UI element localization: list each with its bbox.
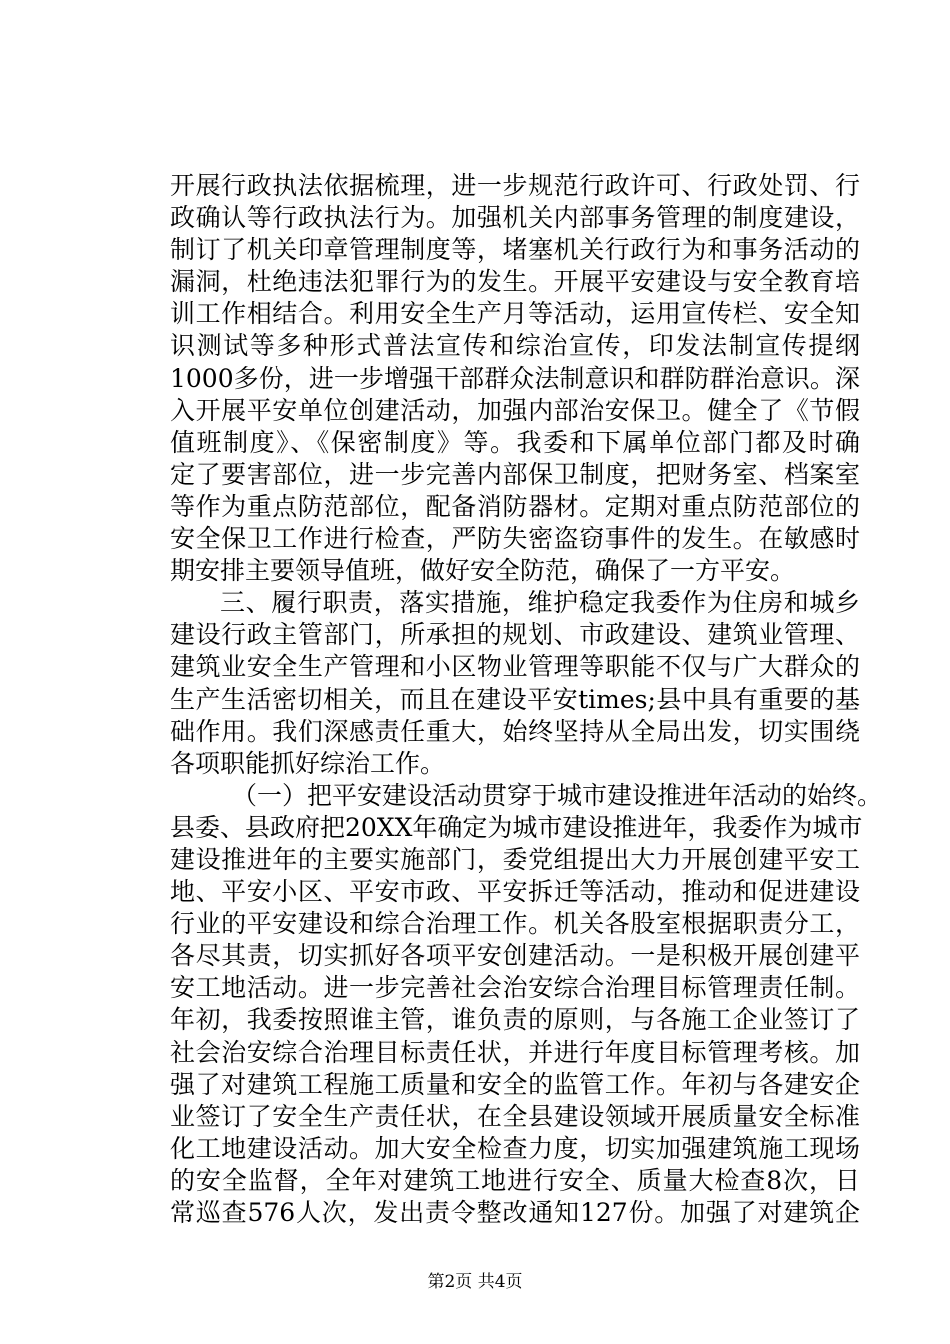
- text-line: 行业的平安建设和综合治理工作。机关各股室根据职责分工，: [170, 909, 860, 939]
- text-line: 常巡查576人次，发出责令整改通知127份。加强了对建筑企: [170, 1198, 860, 1227]
- section-heading-line: 三、履行职责，落实措施，维护稳定我委作为住房和城乡: [220, 588, 860, 618]
- subsection-heading-line: （一）把平安建设活动贯穿于城市建设推进年活动的始终。: [232, 780, 883, 810]
- text-line: 各项职能抓好综治工作。: [170, 748, 446, 778]
- text-line: 业签订了安全生产责任状，在全县建设领域开展质量安全标准: [170, 1101, 860, 1131]
- text-line: 地、平安小区、平安市政、平安拆迁等活动，推动和促进建设: [170, 877, 860, 907]
- text-line: 建设行政主管部门，所承担的规划、市政建设、建筑业管理、: [170, 620, 860, 650]
- text-line: 漏洞，杜绝违法犯罪行为的发生。开展平安建设与安全教育培: [170, 267, 860, 297]
- text-line: 政确认等行政执法行为。加强机关内部事务管理的制度建设，: [170, 203, 860, 233]
- text-line: 制订了机关印章管理制度等，堵塞机关行政行为和事务活动的: [170, 235, 860, 265]
- text-line: 训工作相结合。利用安全生产月等活动，运用宣传栏、安全知: [170, 299, 860, 329]
- text-line: 社会治安综合治理目标责任状，并进行年度目标管理考核。加: [170, 1037, 860, 1067]
- text-line: 入开展平安单位创建活动，加强内部治安保卫。健全了《节假: [170, 395, 860, 425]
- text-line: 建筑业安全生产管理和小区物业管理等职能不仅与广大群众的: [170, 652, 860, 682]
- text-line: 各尽其责，切实抓好各项平安创建活动。一是积极开展创建平: [170, 941, 860, 971]
- text-line: 强了对建筑工程施工质量和安全的监管工作。年初与各建安企: [170, 1069, 860, 1099]
- text-line: 础作用。我们深感责任重大，始终坚持从全局出发，切实围绕: [170, 716, 860, 746]
- text-line: 期安排主要领导值班，做好安全防范，确保了一方平安。: [170, 556, 796, 586]
- text-line: 值班制度》、《保密制度》等。我委和下属单位部门都及时确: [170, 427, 860, 457]
- text-line: 年初，我委按照谁主管，谁负责的原则，与各施工企业签订了: [170, 1005, 860, 1035]
- text-line: 开展行政执法依据梳理，进一步规范行政许可、行政处罚、行: [170, 171, 860, 200]
- text-line: 的安全监督，全年对建筑工地进行安全、质量大检查8次，日: [170, 1165, 860, 1195]
- text-line: 生产生活密切相关，而且在建设平安times;县中具有重要的基: [170, 684, 860, 714]
- text-line: 县委、县政府把20XX年确定为城市建设推进年，我委作为城市: [170, 812, 863, 842]
- page-number-footer: 第2页 共4页: [427, 1272, 523, 1292]
- text-line: 1000多份，进一步增强干部群众法制意识和群防群治意识。深: [170, 363, 860, 393]
- text-line: 定了要害部位，进一步完善内部保卫制度，把财务室、档案室: [170, 459, 860, 489]
- text-line: 识测试等多种形式普法宣传和综治宣传，印发法制宣传提纲: [170, 331, 860, 361]
- body-text: [170, 170, 883, 1229]
- text-line: 等作为重点防范部位，配备消防器材。定期对重点防范部位的: [170, 491, 860, 521]
- text-line: 化工地建设活动。加大安全检查力度，切实加强建筑施工现场: [170, 1133, 860, 1163]
- text-line: 建设推进年的主要实施部门，委党组提出大力开展创建平安工: [170, 844, 860, 874]
- text-line: 安工地活动。进一步完善社会治安综合治理目标管理责任制。: [170, 973, 860, 1003]
- text-line: 安全保卫工作进行检查，严防失密盗窃事件的发生。在敏感时: [170, 524, 860, 554]
